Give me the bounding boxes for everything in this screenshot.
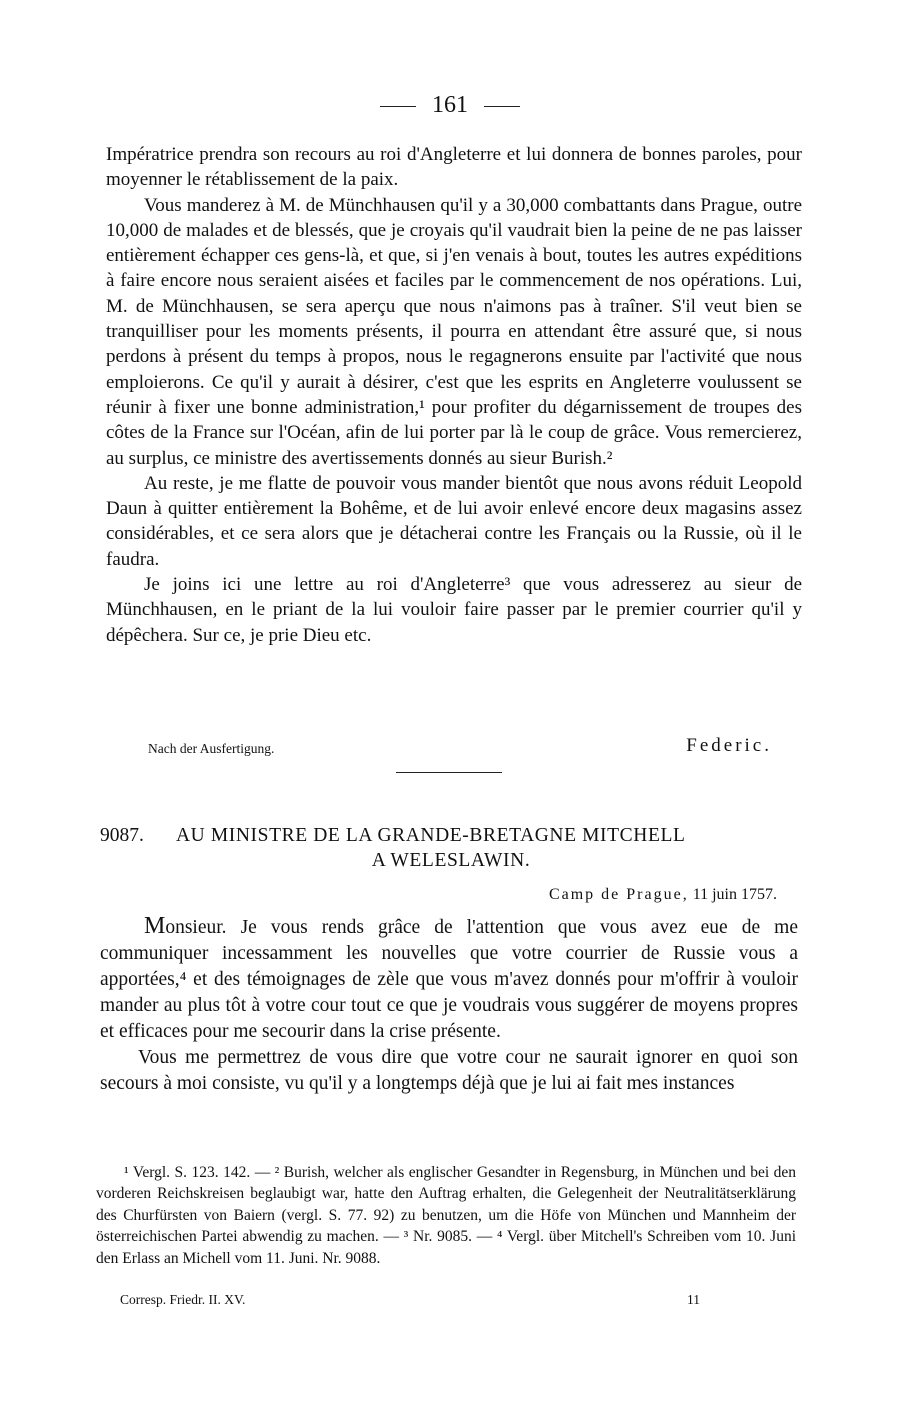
page-footer: [120, 1292, 700, 1308]
paragraph: Vous manderez à M. de Münchhausen qu'il y a 30,000 combattants dans Prague, outre 10,000 de malades et de blessés, que je croyais qu'il vaudrait bien la peine de ne pas laisser entièrement échapper ces gens-là, et que, si j'en venais à bout, toutes les autres expéditions à faire encore nous seraient aisées et faciles par le commencement de nos opérations. Lui, M. de Münchhausen, se sera aperçu que nous n'aimons pas à traîner. S'il veut bien se tranquilliser pour les moments présents, il pourra en attendant être assuré que, si nous perdons à présent du temps à propos, nous le regagnerons ensuite par l'activité que nous emploierons. Ce qu'il y aurait à désirer, c'est que les esprits en Angleterre voulussent se réunir à fixer une bonne administration,¹ pour profiter du dégarnissement de troupes des côtes de la France sur l'Océan, afin de lui porter par là le coup de grâce. Vous remercierez, au surplus, ce ministre des avertissements donnés au sieur Burish.²: [106, 194, 802, 469]
header-dash-left: [380, 106, 416, 107]
page-number: 161: [432, 92, 468, 118]
paragraph-text: onsieur. Je vous rends grâce de l'attention que vous avez eue de me communiquer incessamment les nouvelles que votre courrier de Russie vous a apportées,⁴ et des témoignages de zèle que vous m'avez donnés pour m'offrir à vouloir mander au plus tôt à votre cour tout ce que je voudrais vous suggérer de moyens propres et efficaces pour me secourir dans la crise présente.: [100, 917, 798, 1042]
dateline-place: Camp de Prague,: [548, 886, 689, 903]
initial-letter: M: [144, 913, 166, 939]
top-section-body: [106, 142, 802, 648]
sheet-mark: 11: [687, 1292, 700, 1307]
dateline: [549, 886, 777, 904]
letter-number: 9087.: [100, 825, 144, 846]
page-header: [0, 92, 900, 119]
publication-reference: Corresp. Friedr. II. XV.: [120, 1292, 246, 1307]
paragraph: Vous me permettrez de vous dire que votre cour ne saurait ignorer en quoi son secours à moi consiste, vu qu'il y a longtemps déjà que je lui ai fait mes instances: [100, 1047, 798, 1094]
section-divider: [396, 772, 502, 773]
source-line: [148, 735, 772, 757]
footnote-text: ¹ Vergl. S. 123. 142. — ² Burish, welcher als englischer Gesandter in Regensburg, in München und bei den vorderen Reichskreisen beglaubigt war, hatte den Auftrag erhalten, die Gelegenheit der Neutralitätserklärung des Churfürsten von Baiern (vergl. S. 77. 92) zu benutzen, um die Höfe von München und Mannheim der österreichischen Partei abwendig zu machen. — ³ Nr. 9085. — ⁴ Vergl. über Mitchell's Schreiben vom 10. Juni den Erlass an Michell vom 11. Juni. Nr. 9088.: [96, 1164, 796, 1267]
letter-heading: [100, 823, 802, 873]
dateline-date: 11 juin 1757.: [692, 886, 777, 903]
letter-body: [100, 913, 798, 1097]
signature: Federic.: [686, 735, 772, 756]
letter-title-line1: AU MINISTRE DE LA GRANDE-BRETAGNE MITCHELL: [176, 825, 686, 846]
letter-title-line2: A WELESLAWIN.: [371, 850, 531, 871]
paragraph: Je joins ici une lettre au roi d'Angleterre³ que vous adresserez au sieur de Münchhausen, en le priant de la lui vouloir faire passer par le premier courrier qu'il y dépêchera. Sur ce, je prie Dieu etc.: [106, 574, 802, 646]
paragraph: Au reste, je me flatte de pouvoir vous mander bientôt que nous avons réduit Leopold Daun à quitter entièrement la Bohême, et de lui avoir enlevé encore deux magasins assez considérables, et ce sera alors que je détacherai contre les Français ou la Russie, où il le faudra.: [106, 472, 802, 570]
source-note: Nach der Ausfertigung.: [148, 741, 275, 756]
paragraph: Impératrice prendra son recours au roi d'Angleterre et lui donnera de bonnes paroles, pour moyenner le rétablissement de la paix.: [106, 144, 802, 191]
paragraph: [100, 913, 798, 1045]
footnotes: [96, 1162, 796, 1269]
header-dash-right: [484, 106, 520, 107]
